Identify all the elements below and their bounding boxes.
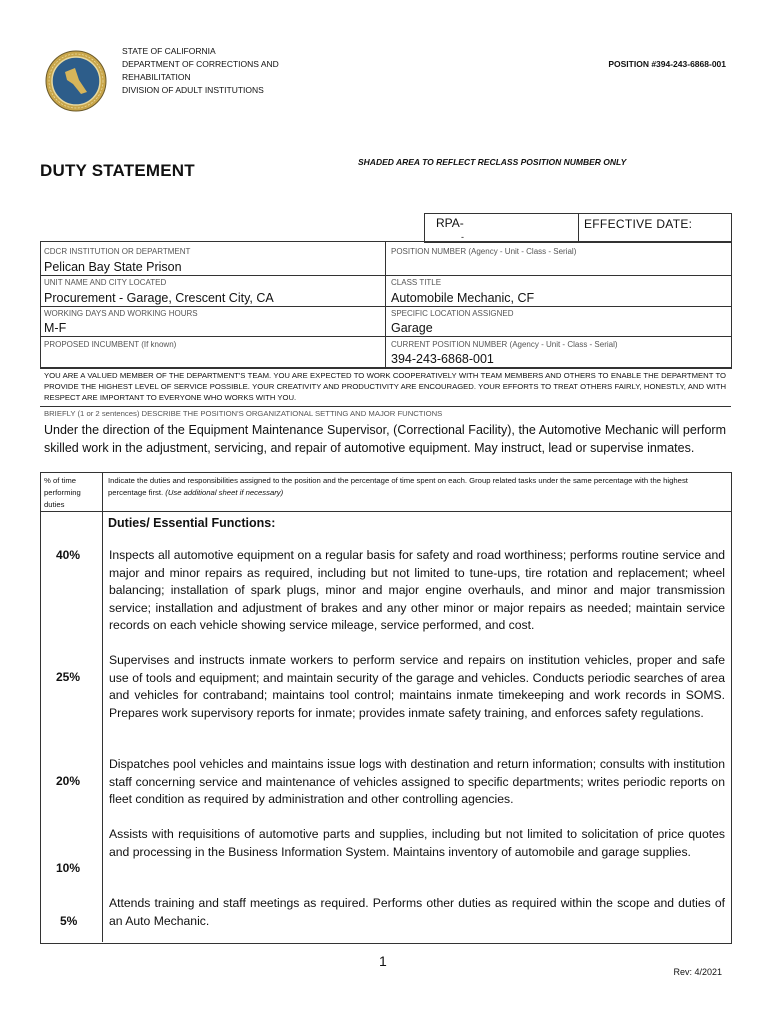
shaded-area-note: SHADED AREA TO REFLECT RECLASS POSITION NUMBER ONLY <box>358 157 627 167</box>
duties-instructions <box>108 475 724 499</box>
duty-description: Supervises and instructs inmate workers to perform service and repairs on institution vehicles, proper and safe use of tools and equipment; and maintain security of the garage and vehicles. Conducts periodic searches of area and vehicles for contraband; maintains tool control; maintains inmate timekeeping and work records in SOMS. Prepares work supervisory reports for inmate; provides inmate safety training, and enforces safety regulations. <box>109 653 725 720</box>
unit-label: UNIT NAME AND CITY LOCATED <box>44 278 167 287</box>
current-position-label: CURRENT POSITION NUMBER (Agency - Unit - Class - Serial) <box>391 340 618 349</box>
duty-percentage: 10% <box>56 861 81 875</box>
working-hours-label: WORKING DAYS AND WORKING HOURS <box>44 309 198 318</box>
agency-line: STATE OF CALIFORNIA <box>122 46 216 56</box>
duties-title: Duties/ Essential Functions: <box>108 516 276 530</box>
duties-instructions-italic: (Use additional sheet if necessary) <box>165 488 284 497</box>
pct-time-label: % of time performing duties <box>44 476 81 509</box>
class-title-field[interactable]: Automobile Mechanic, CF <box>391 291 535 305</box>
rpa-sub: - <box>461 232 464 242</box>
institution-field[interactable]: Pelican Bay State Prison <box>44 260 182 274</box>
location-field[interactable]: Garage <box>391 321 433 335</box>
working-hours-field[interactable]: M-F <box>44 321 67 335</box>
duty-percentage: 20% <box>56 774 81 788</box>
class-title-label: CLASS TITLE <box>391 278 442 287</box>
brief-description: Under the direction of the Equipment Maintenance Supervisor, (Correctional Facility), the Automotive Mechanic will perform skilled work in the adjustment, servicing, and repair of automotive equipment. May instruct, lead or supervise inmates. <box>44 423 726 455</box>
current-position-field[interactable]: 394-243-6868-001 <box>391 352 494 366</box>
duty-description: Inspects all automotive equipment on a regular basis for safety and road worthiness; performs routine service and major and minor repairs as required, including but not limited to tune-ups, tire rotation and replacement; wheel balancing; installation of spark plugs, minor and major engine overhauls, and minor and major transmission service; installation and adjustment of brakes and any other minor or major repairs as needed; maintain service records on each vehicle showing service mileage, service performed, and cost. <box>109 548 725 632</box>
unit-field[interactable]: Procurement - Garage, Crescent City, CA <box>44 291 274 305</box>
cdcr-seal-icon <box>45 50 107 112</box>
incumbent-label: PROPOSED INCUMBENT (If known) <box>44 340 177 349</box>
duty-percentage: 5% <box>60 914 78 928</box>
duty-description: Dispatches pool vehicles and maintains issue logs with destination and return information; consults with institution staff concerning service and maintenance of vehicles assigned to specific departments; writes periodic reports on fleet condition as required by administration and other controlling agencies. <box>109 757 725 806</box>
position-number-label: POSITION NUMBER (Agency - Unit - Class - Serial) <box>391 247 577 256</box>
rpa-label: RPA- <box>436 216 464 230</box>
duties-instructions-text: Indicate the duties and responsibilities assigned to the position and the percentage of time spent on each. Group related tasks under the same percentage with the highest percentage first. <box>108 476 688 497</box>
institution-label: CDCR INSTITUTION OR DEPARTMENT <box>44 247 191 256</box>
duty-description: Attends training and staff meetings as required. Performs other duties as required within the scope and duties of an Auto Mechanic. <box>109 896 725 928</box>
effective-date-label: EFFECTIVE DATE: <box>584 217 693 231</box>
agency-line: REHABILITATION <box>122 72 191 82</box>
agency-header <box>122 45 279 97</box>
agency-line: DIVISION OF ADULT INSTITUTIONS <box>122 85 264 95</box>
team-statement: YOU ARE A VALUED MEMBER OF THE DEPARTMENT'S TEAM. YOU ARE EXPECTED TO WORK COOPERATIVELY WITH TEAM MEMBERS AND OTHERS TO ENABLE THE DEPARTMENT TO PROVIDE THE HIGHEST LEVEL OF SERVICE POSSIBLE. YOUR CREATIVITY AND PRODUCTIVITY ARE ENCOURAGED. YOUR EFFORTS TO TREAT OTHERS FAIRLY, HONESTLY, AND WITH RESPECT ARE IMPORTANT TO EVERYONE WHO WORKS WITH YOU. <box>44 371 726 402</box>
revision-date: Rev: 4/2021 <box>673 967 722 977</box>
duty-description: Assists with requisitions of automotive parts and supplies, including but not limited to solicitation of price quotes and processing in the Business Information System. Maintains inventory of automobile and garage supplies. <box>109 827 725 859</box>
page-number: 1 <box>379 953 387 969</box>
duty-percentage: 25% <box>56 670 81 684</box>
page-title: DUTY STATEMENT <box>40 161 195 180</box>
position-number-header: POSITION #394-243-6868-001 <box>608 59 726 69</box>
agency-line: DEPARTMENT OF CORRECTIONS AND <box>122 59 279 69</box>
duty-percentage: 40% <box>56 548 81 562</box>
location-label: SPECIFIC LOCATION ASSIGNED <box>391 309 514 318</box>
brief-label: BRIEFLY (1 or 2 sentences) DESCRIBE THE POSITION'S ORGANIZATIONAL SETTING AND MAJOR FUNCTIONS <box>44 409 443 418</box>
